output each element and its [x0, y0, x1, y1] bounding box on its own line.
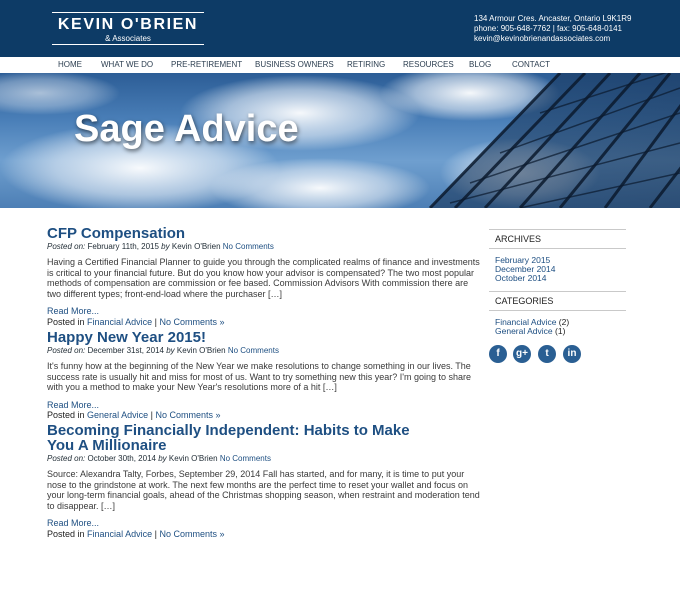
archive-link[interactable]: October 2014 — [495, 273, 547, 283]
hero-banner — [0, 73, 680, 208]
blog-post — [47, 330, 483, 421]
site-header — [0, 0, 680, 57]
contact-info — [474, 14, 631, 44]
contact-phone: phone: 905-648-7762 | fax: 905-648-0141 — [474, 24, 622, 33]
post-author: Kevin O'Brien — [171, 242, 221, 251]
post-meta — [47, 346, 483, 356]
post-author: Kevin O'Brien — [176, 346, 226, 355]
main-nav — [0, 57, 680, 73]
contact-email[interactable]: kevin@kevinobrienandassociates.com — [474, 34, 611, 43]
contact-address: 134 Armour Cres. Ancaster, Ontario L9K1R9 — [474, 14, 632, 23]
post-categories — [47, 410, 483, 421]
post-comments-footer-link[interactable]: No Comments » — [159, 316, 225, 327]
archives-list — [489, 249, 626, 291]
category-count: (1) — [555, 326, 566, 336]
nav-pre-retirement[interactable]: PRE-RETIREMENT — [171, 60, 243, 69]
post-category-link[interactable]: General Advice — [87, 410, 149, 421]
category-separator: | — [150, 410, 153, 421]
linkedin-icon[interactable]: in — [563, 345, 581, 363]
logo-bottom-rule — [52, 44, 204, 45]
posted-in-label: Posted in — [47, 410, 85, 421]
post-title-link[interactable]: Happy New Year 2015! — [47, 329, 206, 346]
logo-subtitle: & Associates — [105, 34, 151, 43]
post-comments-link[interactable]: No Comments — [219, 454, 271, 463]
posted-in-label: Posted in — [47, 528, 85, 539]
nav-blog[interactable]: BLOG — [469, 60, 492, 69]
by-label: by — [161, 242, 170, 251]
post-comments-link[interactable]: No Comments — [227, 346, 279, 355]
blog-post — [47, 226, 483, 328]
twitter-icon[interactable]: t — [538, 345, 556, 363]
post-title-link[interactable]: Becoming Financially Independent: Habits to Make You A Millionaire — [47, 422, 410, 454]
nav-business-owners[interactable]: BUSINESS OWNERS — [255, 60, 334, 69]
category-separator: | — [154, 528, 157, 539]
category-count: (2) — [558, 317, 570, 327]
nav-what-we-do[interactable]: WHAT WE DO — [101, 60, 154, 69]
site-logo[interactable] — [52, 11, 204, 45]
categories-heading: CATEGORIES — [489, 291, 626, 311]
read-more-link[interactable]: Read More... — [47, 518, 100, 529]
blog-post — [47, 423, 483, 540]
post-author: Kevin O'Brien — [168, 454, 218, 463]
category-link[interactable]: Financial Advice — [495, 317, 557, 327]
post-date: December 31st, 2014 — [87, 346, 164, 355]
category-link[interactable]: General Advice — [495, 326, 553, 336]
post-excerpt: Source: Alexandra Talty, Forbes, September 29, 2014 Fall has started, and for many, it is time to put your nose to the grindstone at work. The next few months are the perfect time to reset your wallet and focus on your long-term financial goals, ahead of the Christmas shopping season, when restraint and moderation tend to disappear. […] — [47, 469, 480, 511]
posted-on-label: Posted on: — [47, 454, 86, 463]
post-date: October 30th, 2014 — [87, 454, 156, 463]
post-category-link[interactable]: Financial Advice — [87, 316, 153, 327]
archives-heading: ARCHIVES — [489, 229, 626, 249]
posted-in-label: Posted in — [47, 316, 85, 327]
hero-title: Sage Advice — [74, 108, 299, 150]
read-more-link[interactable]: Read More... — [47, 306, 100, 317]
archive-link[interactable]: December 2014 — [495, 264, 556, 274]
read-more-link[interactable]: Read More... — [47, 399, 100, 410]
by-label: by — [166, 346, 175, 355]
nav-home[interactable]: HOME — [58, 60, 82, 69]
post-categories — [47, 529, 483, 540]
logo-top-rule — [52, 12, 204, 13]
post-excerpt: It's funny how at the beginning of the New Year we make resolutions to change something in our lives. The success rate is usually hit and miss for most of us. Want to try something new this year? I'm going to share with you a method to make your New Year's resolutions more of a hit […] — [47, 361, 472, 393]
posted-on-label: Posted on: — [47, 346, 86, 355]
post-title-link[interactable]: CFP Compensation — [47, 225, 186, 242]
nav-retiring[interactable]: RETIRING — [347, 60, 386, 69]
categories-list — [489, 311, 626, 344]
posted-on-label: Posted on: — [47, 242, 86, 251]
category-separator: | — [154, 316, 157, 327]
post-date: February 11th, 2015 — [87, 242, 159, 251]
post-category-link[interactable]: Financial Advice — [87, 528, 153, 539]
by-label: by — [158, 454, 167, 463]
post-categories — [47, 317, 483, 328]
facebook-icon[interactable]: f — [489, 345, 507, 363]
post-excerpt: Having a Certified Financial Planner to guide you through the complicated realms of finance and investments is critical to your financial future. But do you know how your advisor is compensated? The two most popular methods of compensation are commission or fee based. Commission Advisors With commission there are two different types; front-end-load where the purchaser […] — [47, 257, 480, 299]
google-plus-icon[interactable]: g+ — [513, 345, 531, 363]
post-meta — [47, 242, 483, 252]
nav-contact[interactable]: CONTACT — [512, 60, 551, 69]
sidebar — [489, 229, 626, 344]
logo-name: KEVIN O'BRIEN — [57, 16, 199, 33]
post-meta — [47, 454, 483, 464]
post-comments-footer-link[interactable]: No Comments » — [159, 528, 225, 539]
archive-link[interactable]: February 2015 — [495, 255, 551, 265]
nav-resources[interactable]: RESOURCES — [403, 60, 454, 69]
post-comments-footer-link[interactable]: No Comments » — [155, 410, 221, 421]
post-comments-link[interactable]: No Comments — [222, 242, 274, 251]
